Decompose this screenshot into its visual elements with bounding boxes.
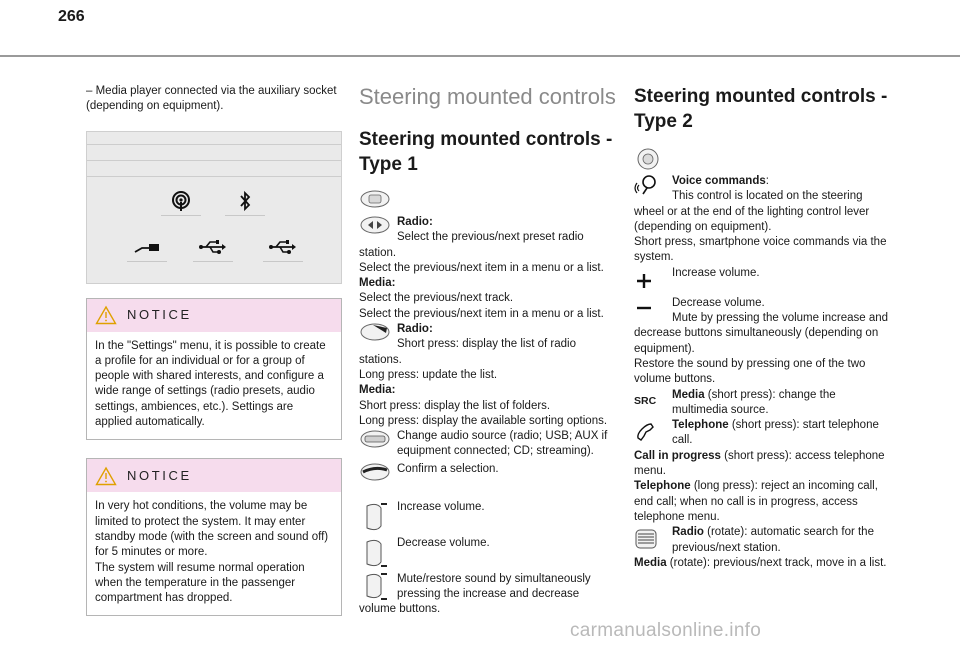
telephone-long-heading: Telephone xyxy=(634,480,691,493)
control-entry xyxy=(359,462,617,484)
call-text: (short press): access telephone menu. xyxy=(634,449,885,478)
aux-cable-icon xyxy=(127,232,167,262)
media-rotate-text: (rotate): previous/next track, move in a list. xyxy=(666,556,887,569)
volume-down-text: Decrease volume. xyxy=(397,536,490,549)
telephone-long-text: (long press): reject an incoming call, end call; when no call is in progress, access telephone menu. xyxy=(634,480,878,523)
call-heading: Call in progress xyxy=(634,449,721,462)
control-entry xyxy=(634,266,892,296)
radio-heading: Radio xyxy=(672,526,704,539)
src-label: SRC xyxy=(634,394,657,407)
notice-header xyxy=(87,299,341,332)
voice-heading: Voice commands xyxy=(672,175,766,187)
control-entry xyxy=(359,322,617,429)
notice-box xyxy=(86,458,342,616)
media-text: Short press: display the list of folders. xyxy=(359,399,551,412)
wifi-hotspot-icon xyxy=(161,186,201,216)
increase-volume-text: Increase volume. xyxy=(672,266,760,279)
radio-text: Short press: display the list of radio stations. xyxy=(359,338,576,366)
mute-control-icon xyxy=(359,572,395,602)
usb-icon xyxy=(263,232,303,262)
volume-up-control-icon xyxy=(359,500,395,534)
decrease-volume-text-2: Mute by pressing the volume increase and decrease buttons simultaneously (depending on equipment). xyxy=(634,312,889,355)
decrease-volume-text-3: Restore the sound by pressing one of the two volume buttons. xyxy=(634,357,866,386)
voice-text: This control is located on the steering wheel or at the end of the lighting control lever (depending on equipment). xyxy=(634,190,870,233)
warning-icon xyxy=(95,305,117,325)
control-entry xyxy=(634,418,892,449)
source-text: Change audio source (radio; USB; AUX if equipment connected; CD; streaming). xyxy=(397,430,608,458)
steering-control-icon xyxy=(634,148,892,170)
radio-heading: Radio: xyxy=(397,323,433,336)
volume-down-control-icon xyxy=(359,536,395,570)
warning-icon xyxy=(95,466,117,486)
media-text: Select the previous/next track. xyxy=(359,292,514,305)
source-control-icon xyxy=(359,429,395,451)
media-text-2: Long press: display the available sorting options. xyxy=(359,414,608,427)
radio-text-2: Select the previous/next item in a menu or a list. xyxy=(359,261,604,274)
notice-text: In very hot conditions, the volume may be limited to protect the system. It may enter standby mode (with the screen and sound off) for 5 minutes or more. The system will resume normal operation when the temperature in the passenger compartment has dropped. xyxy=(95,500,329,605)
media-sources-illustration xyxy=(86,131,342,284)
steering-control-icon xyxy=(359,189,617,211)
control-entry xyxy=(634,388,892,419)
subsection-title: Steering mounted controls - Type 2 xyxy=(634,86,888,132)
voice-colon: : xyxy=(765,175,769,187)
radio-text: (rotate): automatic search for the previous/next station. xyxy=(672,526,874,554)
volume-up-text: Increase volume. xyxy=(397,500,485,513)
subsection-title: Steering mounted controls - Type 1 xyxy=(359,129,613,175)
voice-command-icon xyxy=(634,174,670,196)
radio-heading: Radio: xyxy=(397,216,433,228)
control-entry xyxy=(634,174,892,266)
media-heading: Media: xyxy=(359,384,396,397)
column-1 xyxy=(86,84,342,616)
voice-text-2: Short press, smartphone voice commands via the system. xyxy=(634,236,887,264)
plus-icon xyxy=(634,266,670,296)
notice-text: In the "Settings" menu, it is possible to create a profile for an individual or for a group of people with shared interests, and configure a wide range of settings (radio presets, audio settings, ambiences, etc.). Settings are applied automatically. xyxy=(95,339,326,429)
telephone-icon xyxy=(634,418,670,446)
notice-label: NOTICE xyxy=(127,307,192,323)
minus-icon xyxy=(634,296,670,318)
header-rule xyxy=(0,55,960,57)
bluetooth-icon xyxy=(225,186,265,216)
radio-text-2: Long press: update the list. xyxy=(359,368,498,381)
media-heading: Media: xyxy=(359,277,396,290)
media-text-2: Select the previous/next item in a menu or a list. xyxy=(359,307,604,320)
column-2 xyxy=(359,84,617,618)
page-number: 266 xyxy=(58,8,85,25)
media-rotate-heading: Media xyxy=(634,556,667,569)
telephone-heading: Telephone xyxy=(672,419,729,432)
control-entry xyxy=(359,215,617,322)
control-entry xyxy=(359,500,617,534)
control-entry xyxy=(359,429,617,460)
intro-text: – Media player connected via the auxiliary socket (depending on equipment). xyxy=(86,85,337,113)
confirm-text: Confirm a selection. xyxy=(397,462,499,475)
notice-header xyxy=(87,459,341,492)
notice-label: NOTICE xyxy=(127,468,192,484)
notice-box xyxy=(86,298,342,441)
decrease-volume-text: Decrease volume. xyxy=(672,296,765,309)
mute-text: Mute/restore sound by simultaneously pressing the increase and decrease volume buttons. xyxy=(359,572,591,616)
control-entry xyxy=(634,296,892,388)
list-control-icon xyxy=(359,322,395,344)
control-entry xyxy=(359,572,617,618)
seek-control-icon xyxy=(359,215,395,237)
confirm-control-icon xyxy=(359,462,395,484)
watermark: carmanualsonline.info xyxy=(570,620,762,641)
control-entry xyxy=(359,536,617,570)
column-3 xyxy=(634,84,892,571)
media-heading: Media xyxy=(672,388,705,401)
telephone-text: (short press): start telephone call. xyxy=(672,419,879,447)
media-text: (short press): change the multimedia source. xyxy=(672,388,836,416)
thumbwheel-icon xyxy=(634,525,670,553)
radio-text: Select the previous/next preset radio station. xyxy=(359,231,584,259)
section-title: Steering mounted controls xyxy=(359,84,616,109)
control-entry xyxy=(634,525,892,556)
src-icon xyxy=(634,388,670,416)
usb-icon xyxy=(193,232,233,262)
